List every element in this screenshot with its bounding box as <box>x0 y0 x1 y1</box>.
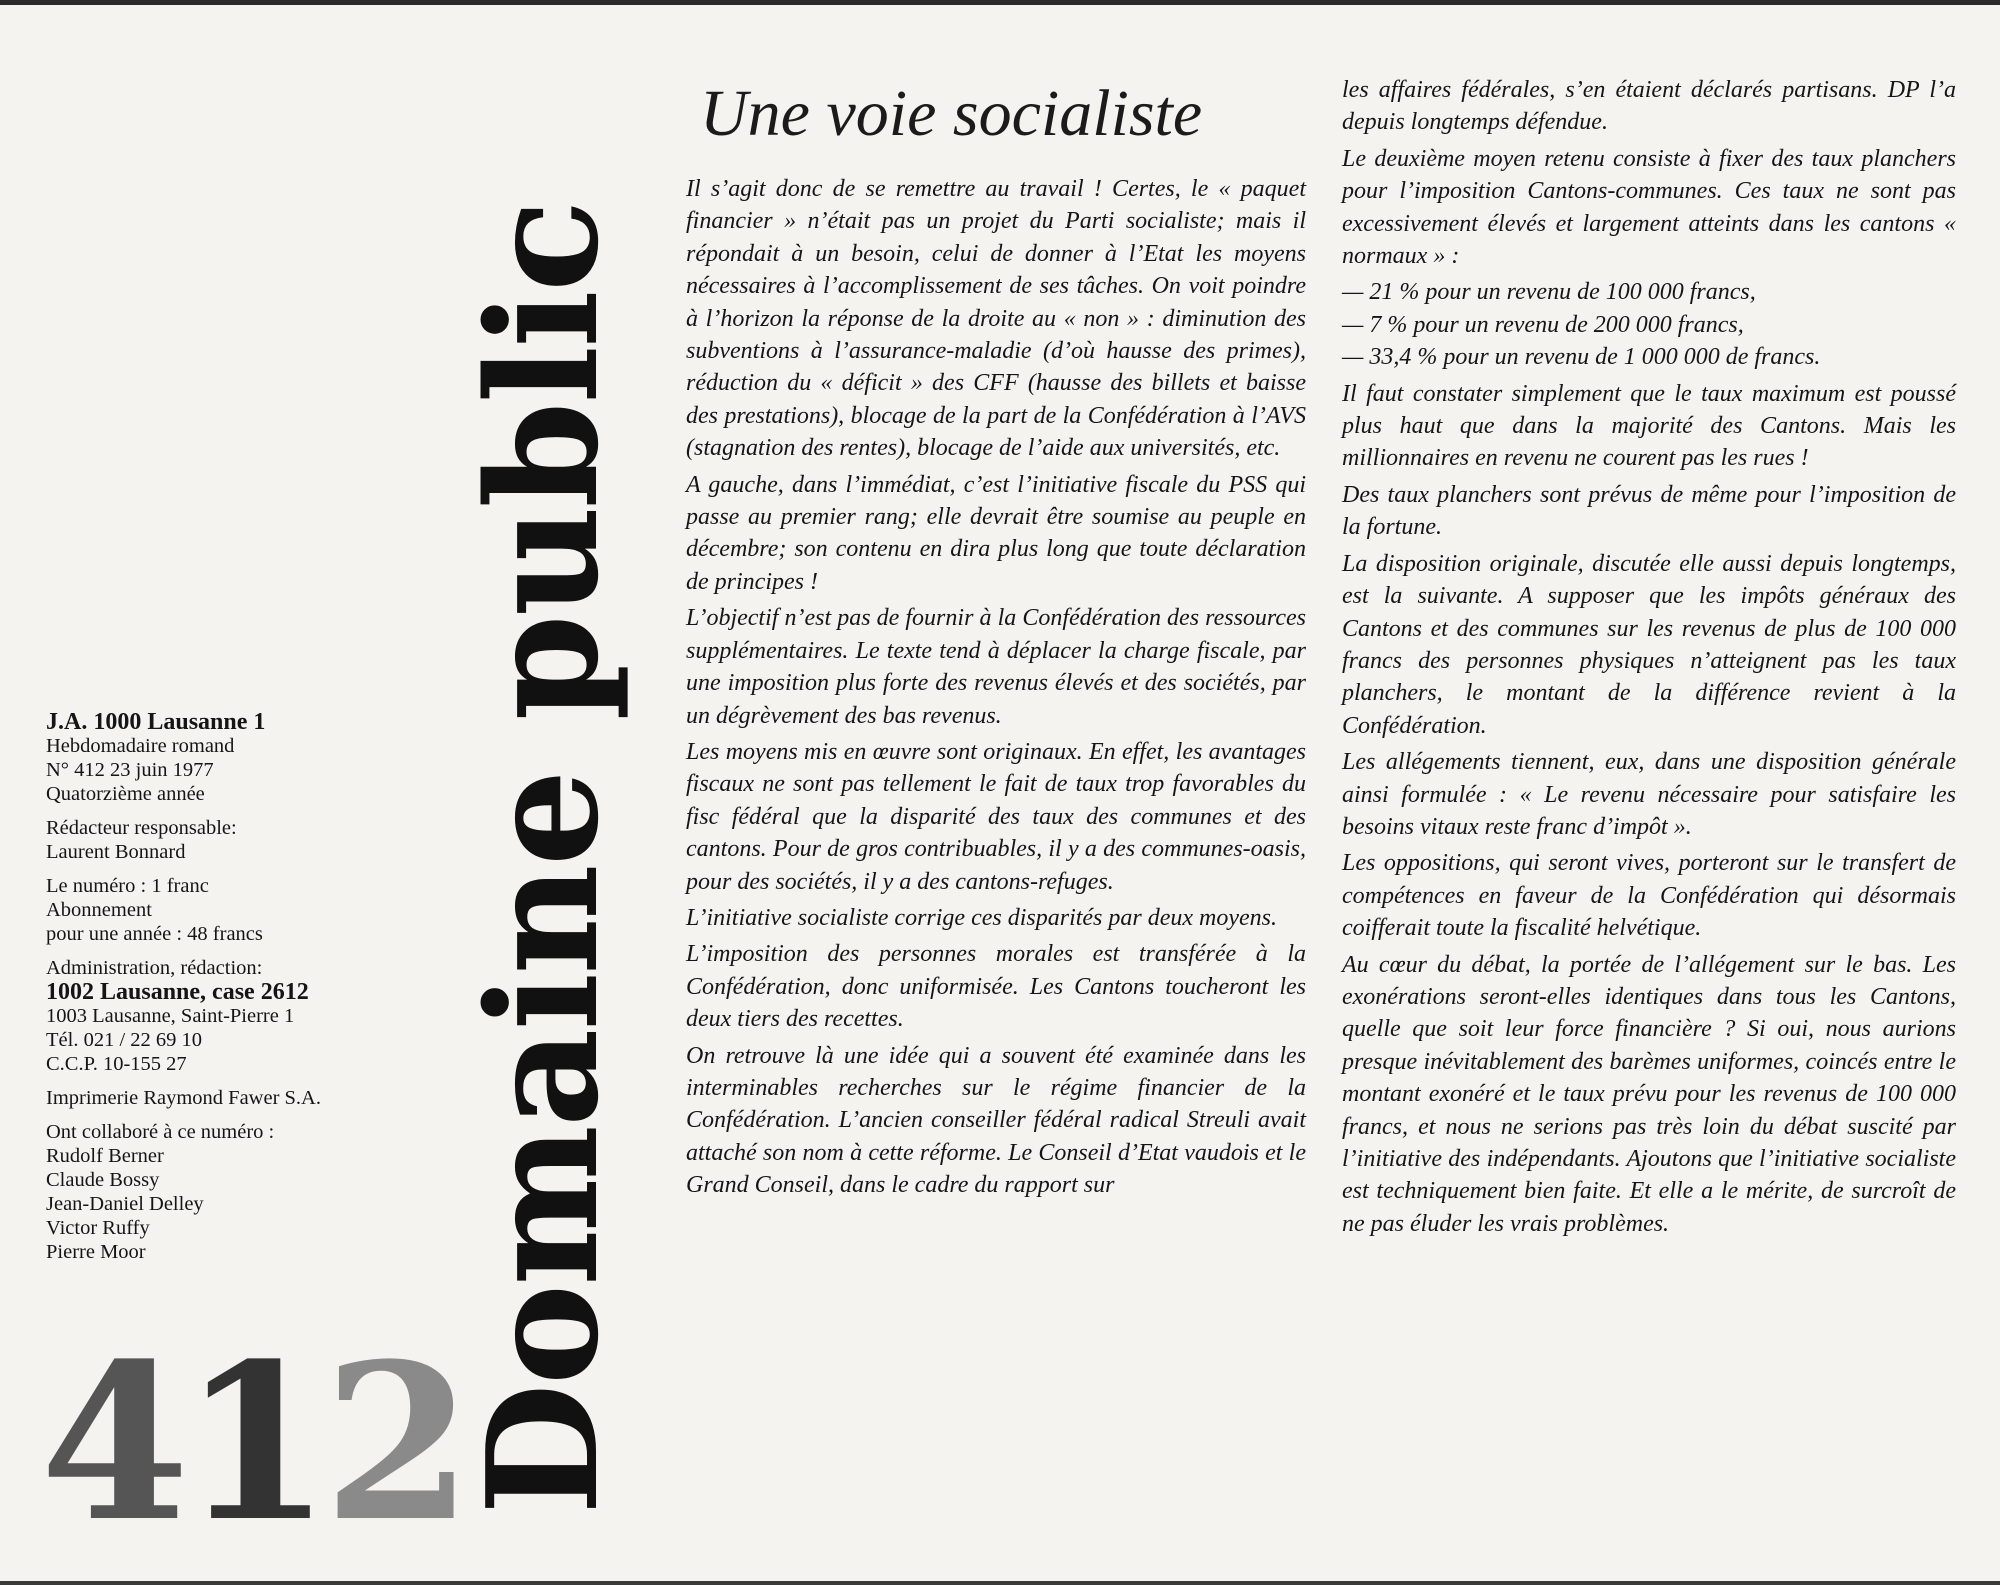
article-column-2 <box>1342 74 1956 1244</box>
paragraph: L’objectif n’est pas de fournir à la Confédération des ressources supplémentaires. Le texte tend à déplacer la charge fiscale, par une imposition plus forte des revenus élevés et des sociétés, par un dégrèvement des bas revenus. <box>686 605 1306 729</box>
article-column-1 <box>686 173 1306 1206</box>
paragraph: Il faut constater simplement que le taux maximum est poussé plus haut que dans la majorité des Cantons. Mais les millionnaires en revenu ne courent pas les rues ! <box>1342 380 1956 472</box>
paragraph: A gauche, dans l’immédiat, c’est l’initiative fiscale du PSS qui passe au premier rang; elle devrait être soumise au peuple en décembre; son contenu en dira plus long que toute déclaration de principes ! <box>686 471 1306 595</box>
printer: Imprimerie Raymond Fawer S.A. <box>46 1087 321 1109</box>
contributors-label: Ont collaboré à ce numéro : <box>46 1121 275 1143</box>
issue-date: N° 412 23 juin 1977 <box>46 759 214 781</box>
postal-line: J.A. 1000 Lausanne 1 <box>46 709 266 735</box>
article-title: Une voie socialiste <box>700 77 1203 150</box>
paragraph: Les oppositions, qui seront vives, porteront sur le transfert de compétences en faveur de la Confédération qui désormais coifferait toute la fiscalité helvétique. <box>1342 850 1956 942</box>
contributor: Rudolf Berner <box>46 1145 164 1167</box>
rate-item: — 33,4 % pour un revenu de 1 000 000 de francs. <box>1342 344 1821 371</box>
issue-digit: 4 <box>40 1316 182 1569</box>
publication-info <box>46 710 426 1274</box>
subscription-price: pour une année : 48 francs <box>46 923 263 945</box>
top-rule <box>0 0 2000 5</box>
publication-kind: Hebdomadaire romand <box>46 735 235 757</box>
admin-block <box>46 956 426 1076</box>
editor-label: Rédacteur responsable: <box>46 817 237 839</box>
contributor: Victor Ruffy <box>46 1217 150 1239</box>
paragraph: Au cœur du débat, la portée de l’allégement sur le bas. Les exonérations seront-elles identiques dans tous les Cantons, quelle que soit leur force financière ? Si oui, nous aurions presque inévitablement des barèmes uniformes, coincés entre le montant exonéré et le taux prévu pour les revenus de 100 000 francs, et nous ne serions pas très loin du débat suscité par l’initiative des indépendants. Ajoutons que l’initiative socialiste est techniquement bien faite. Et elle a le mérite, de surcroît de ne pas éluder les vrais problèmes. <box>1342 951 1956 1237</box>
paragraph: Les moyens mis en œuvre sont originaux. En effet, les avantages fiscaux ne sont pas tellement le fait de taux trop favorables du fisc fédéral que la disparité des taux des communes et des cantons. Pour de gros contribuables, il y a des communes-oasis, pour des sociétés, il y a des cantons-refuges. <box>686 738 1306 895</box>
contributors-block <box>46 1120 426 1264</box>
editor-block <box>46 816 426 864</box>
paragraph: Le deuxième moyen retenu consiste à fixer des taux planchers pour l’imposition Cantons-communes. Ces taux ne sont pas excessivement élevés et largement atteints dans les cantons « normaux » : <box>1342 145 1956 270</box>
masthead-title: Domaine public <box>453 201 632 1515</box>
contributor: Pierre Moor <box>46 1241 146 1263</box>
issue-digit: 1 <box>181 1316 324 1569</box>
admin-label: Administration, rédaction: <box>46 957 263 979</box>
rate-item: — 7 % pour un revenu de 200 000 francs, <box>1342 311 1744 338</box>
paragraph: La disposition originale, discutée elle aussi depuis longtemps, est la suivante. A supposer que les impôts généraux des Cantons et des communes sur les revenus de plus de 100 000 francs des personnes physiques n’atteignent pas les taux planchers, le montant de la différence revient à la Confédération. <box>1342 550 1956 739</box>
street-address: 1003 Lausanne, Saint-Pierre 1 <box>46 1005 295 1027</box>
paragraph: L’imposition des personnes morales est transférée à la Confédération, donc uniformisée. Les Cantons toucheront les deux tiers des recettes. <box>686 941 1306 1033</box>
paragraph: Les allégements tiennent, eux, dans une disposition générale ainsi formulée : « Le revenu nécessaire pour satisfaire les besoins vitaux reste franc d’impôt ». <box>1342 749 1956 840</box>
contributor: Jean-Daniel Delley <box>46 1193 204 1215</box>
phone: Tél. 021 / 22 69 10 <box>46 1029 203 1051</box>
paragraph: les affaires fédérales, s’en étaient déclarés partisans. DP l’a depuis longtemps défendue. <box>1342 77 1956 136</box>
paragraph: L’initiative socialiste corrige ces disparités par deux moyens. <box>686 904 1278 931</box>
paragraph: Des taux planchers sont prévus de même pour l’imposition de la fortune. <box>1342 481 1956 541</box>
publication-year: Quatorzième année <box>46 783 205 805</box>
contributor: Claude Bossy <box>46 1169 160 1191</box>
single-price: Le numéro : 1 franc <box>46 875 209 897</box>
ccp-account: C.C.P. 10-155 27 <box>46 1053 187 1075</box>
paragraph: On retrouve là une idée qui a souvent été examinée dans les interminables recherches sur le régime financier de la Confédération. L’ancien conseiller fédéral radical Streuli avait attaché son nom à cette réforme. Le Conseil d’Etat vaudois et le Grand Conseil, dans le cadre du rapport sur <box>686 1042 1306 1199</box>
rate-item: — 21 % pour un revenu de 100 000 francs, <box>1342 279 1756 306</box>
editor-name: Laurent Bonnard <box>46 841 186 863</box>
postal-block <box>46 710 426 806</box>
admin-address: 1002 Lausanne, case 2612 <box>46 979 309 1005</box>
bottom-rule <box>0 1581 2000 1585</box>
paragraph: Il s’agit donc de se remettre au travail ! Certes, le « paquet financier » n’était pas un projet du Parti socialiste; mais il répondait à un besoin, celui de donner à l’Etat les moyens nécessaires à l’accomplissement de ses tâches. On voit poindre à l’horizon la réponse de la droite au « non » : diminution des subventions à l’assurance-maladie (d’où hausse des primes), réduction du « déficit » des CFF (hausse des billets et baisse des prestations), blocage de la part de la Confédération à l’AVS (stagnation des rentes), blocage de l’aide aux universités, etc. <box>686 176 1306 462</box>
subscription-label: Abonnement <box>46 899 152 921</box>
price-block <box>46 874 426 946</box>
rate-list <box>1342 276 1956 373</box>
issue-number <box>40 1316 465 1569</box>
issue-digit: 2 <box>323 1316 465 1569</box>
printer-block <box>46 1086 426 1110</box>
